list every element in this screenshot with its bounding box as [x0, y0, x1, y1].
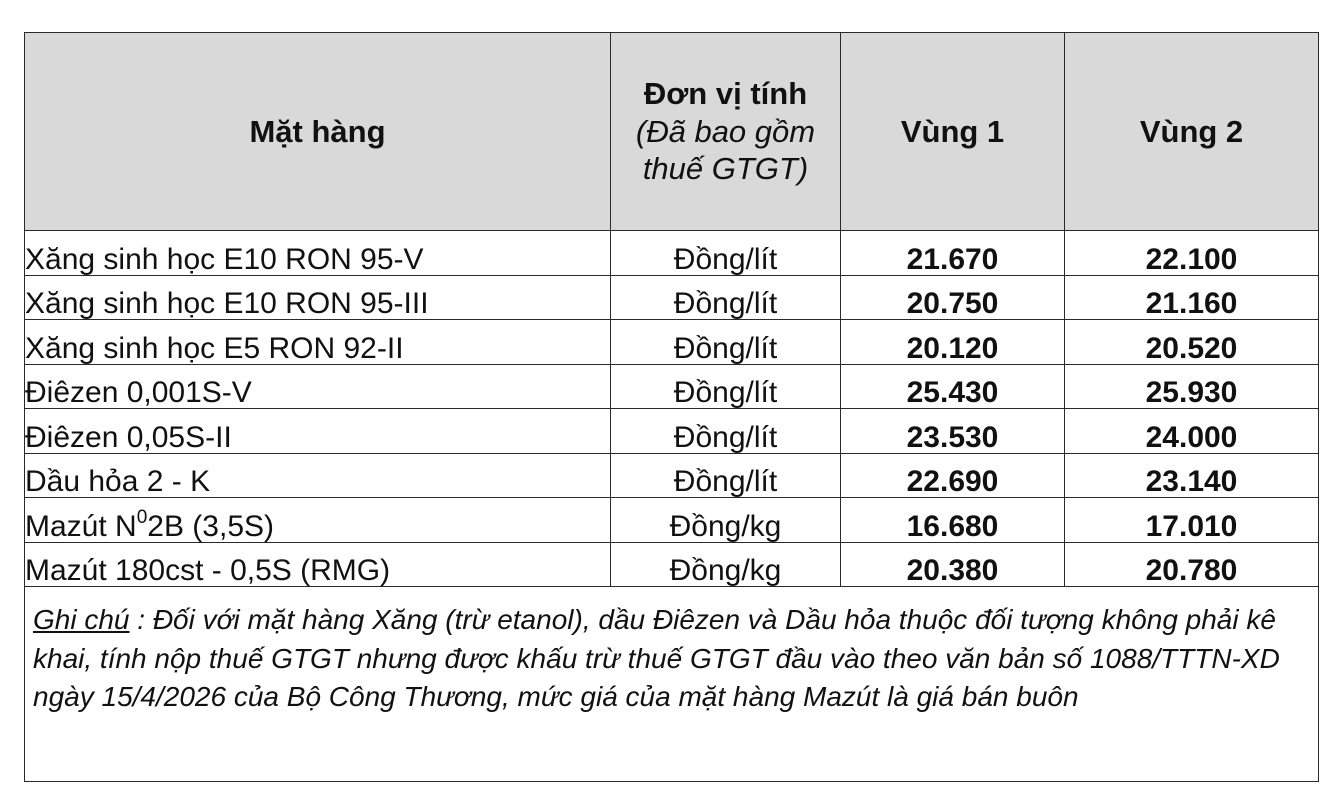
note-text: : Đối với mặt hàng Xăng (trừ etanol), dầu Điêzen và Dầu hỏa thuộc đối tượng không phải kê khai, tính nộp thuế GTGT nhưng được khấu trừ thuế GTGT đầu vào theo văn bản số 1088/TTTN-XD ngày 15/4/2026 của Bộ Công Thương, mức giá của mặt hàng Mazút là giá bán buôn	[33, 604, 1280, 713]
region2-price-cell: 22.100	[1065, 231, 1319, 276]
table-row	[25, 231, 1319, 276]
item-superscript: 0	[136, 506, 148, 528]
header-unit	[611, 33, 841, 231]
region1-price-cell: 23.530	[841, 409, 1065, 454]
region1-price-cell: 20.120	[841, 320, 1065, 365]
unit-cell: Đồng/lít	[611, 364, 841, 409]
unit-cell: Đồng/lít	[611, 453, 841, 498]
region2-price-cell: 17.010	[1065, 498, 1319, 543]
header-unit-subtitle: (Đã bao gồm thuế GTGT)	[635, 113, 816, 187]
unit-cell: Đồng/lít	[611, 231, 841, 276]
unit-cell: Đồng/lít	[611, 275, 841, 320]
unit-cell: Đồng/lít	[611, 320, 841, 365]
region2-price-cell: 20.520	[1065, 320, 1319, 365]
item-cell: Điêzen 0,05S-II	[25, 409, 611, 454]
note-row	[25, 587, 1319, 782]
region1-price-cell: 20.750	[841, 275, 1065, 320]
region2-price-cell: 20.780	[1065, 542, 1319, 587]
unit-cell: Đồng/lít	[611, 409, 841, 454]
item-cell: Xăng sinh học E5 RON 92-II	[25, 320, 611, 365]
region1-price-cell: 22.690	[841, 453, 1065, 498]
region1-price-cell: 21.670	[841, 231, 1065, 276]
item-cell: Xăng sinh học E10 RON 95-III	[25, 275, 611, 320]
table-row	[25, 409, 1319, 454]
header-item: Mặt hàng	[25, 33, 611, 231]
note-cell	[25, 587, 1319, 782]
item-cell: Mazút 180cst - 0,5S (RMG)	[25, 542, 611, 587]
item-cell	[25, 498, 611, 543]
region1-price-cell: 20.380	[841, 542, 1065, 587]
region2-price-cell: 21.160	[1065, 275, 1319, 320]
item-cell: Xăng sinh học E10 RON 95-V	[25, 231, 611, 276]
table-row	[25, 275, 1319, 320]
note-label: Ghi chú	[33, 604, 130, 635]
header-region-2: Vùng 2	[1065, 33, 1319, 231]
region1-price-cell: 25.430	[841, 364, 1065, 409]
fuel-price-table	[24, 32, 1319, 782]
table-row	[25, 364, 1319, 409]
item-cell: Điêzen 0,001S-V	[25, 364, 611, 409]
region2-price-cell: 24.000	[1065, 409, 1319, 454]
table-row	[25, 542, 1319, 587]
header-row	[25, 33, 1319, 231]
header-region-1: Vùng 1	[841, 33, 1065, 231]
table-row	[25, 453, 1319, 498]
item-suffix: 2B (3,5S)	[147, 509, 275, 543]
item-cell: Dầu hỏa 2 - K	[25, 453, 611, 498]
region2-price-cell: 23.140	[1065, 453, 1319, 498]
item-prefix: Mazút N	[25, 509, 137, 543]
header-unit-title: Đơn vị tính	[643, 75, 808, 111]
unit-cell: Đồng/kg	[611, 498, 841, 543]
unit-cell: Đồng/kg	[611, 542, 841, 587]
region1-price-cell: 16.680	[841, 498, 1065, 543]
table-row	[25, 320, 1319, 365]
price-sheet	[24, 32, 1318, 782]
region2-price-cell: 25.930	[1065, 364, 1319, 409]
table-row	[25, 498, 1319, 543]
